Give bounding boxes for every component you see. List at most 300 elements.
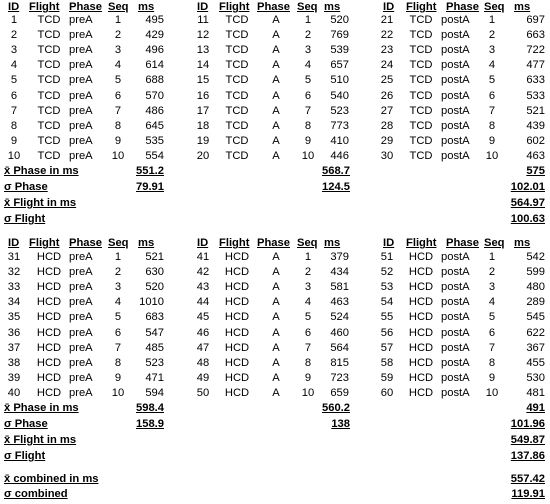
cell-phase: preA xyxy=(69,266,93,279)
header-id: ID xyxy=(197,1,209,13)
cell-id: 49 xyxy=(196,371,210,384)
cell-ms: 523 xyxy=(145,356,164,369)
mean-phase-value: 560.2 xyxy=(322,402,350,414)
cell-flight: HCD xyxy=(224,296,250,309)
header-phase: Phase xyxy=(257,1,290,13)
cell-seq: 9 xyxy=(304,134,312,147)
cell-phase: preA xyxy=(69,281,93,294)
mean-flight-value: 549.87 xyxy=(510,434,545,446)
cell-ms: 570 xyxy=(145,89,164,102)
cell-id: 48 xyxy=(196,356,210,369)
cell-flight: HCD xyxy=(36,386,62,399)
cell-id: 43 xyxy=(196,281,210,294)
cell-phase: postA xyxy=(441,119,470,132)
cell-ms: 460 xyxy=(330,326,349,339)
cell-phase: postA xyxy=(441,44,470,57)
cell-phase: preA xyxy=(69,89,93,102)
cell-phase: postA xyxy=(441,104,470,117)
cell-seq: 3 xyxy=(488,44,496,57)
cell-phase: preA xyxy=(69,371,93,384)
cell-ms: 446 xyxy=(330,149,349,162)
cell-seq: 10 xyxy=(111,386,125,399)
cell-flight: TCD xyxy=(409,149,433,162)
cell-seq: 1 xyxy=(114,251,122,263)
cell-ms: 657 xyxy=(330,59,349,72)
sd-combined-label: σ combined xyxy=(4,488,68,500)
cell-phase: postA xyxy=(441,386,470,399)
cell-ms: 429 xyxy=(145,29,164,42)
cell-phase: postA xyxy=(441,356,470,369)
sd-phase-value: 158.9 xyxy=(136,418,164,430)
cell-seq: 6 xyxy=(114,89,122,102)
header-flight: Flight xyxy=(406,1,437,13)
cell-seq: 4 xyxy=(488,59,496,72)
cell-ms: 480 xyxy=(526,281,545,294)
cell-seq: 4 xyxy=(114,296,122,309)
cell-flight: HCD xyxy=(36,251,62,263)
cell-flight: TCD xyxy=(37,59,61,72)
cell-phase: preA xyxy=(69,134,93,147)
sd-phase-value: 79.91 xyxy=(136,181,164,193)
cell-ms: 521 xyxy=(526,104,545,117)
cell-seq: 8 xyxy=(114,356,122,369)
cell-flight: HCD xyxy=(408,356,434,369)
cell-flight: TCD xyxy=(37,74,61,87)
cell-flight: HCD xyxy=(224,251,250,263)
header-ms: ms xyxy=(324,237,341,249)
cell-seq: 8 xyxy=(488,119,496,132)
header-flight: Flight xyxy=(406,237,437,249)
cell-phase: preA xyxy=(69,311,93,324)
cell-ms: 659 xyxy=(330,386,349,399)
cell-phase: A xyxy=(272,251,280,263)
header-ms: ms xyxy=(138,1,155,13)
cell-id: 37 xyxy=(7,341,21,354)
cell-phase: preA xyxy=(69,326,93,339)
cell-phase: preA xyxy=(69,74,93,87)
cell-id: 31 xyxy=(7,251,21,263)
cell-seq: 3 xyxy=(304,44,312,57)
cell-id: 36 xyxy=(7,326,21,339)
cell-ms: 723 xyxy=(330,371,349,384)
cell-flight: HCD xyxy=(36,281,62,294)
sd-flight-label: σ Flight xyxy=(4,450,46,462)
mean-flight-label: x̄ Flight in ms xyxy=(4,197,77,209)
cell-id: 14 xyxy=(196,59,210,72)
cell-id: 6 xyxy=(10,89,18,102)
cell-ms: 486 xyxy=(145,104,164,117)
cell-seq: 7 xyxy=(114,341,122,354)
cell-id: 5 xyxy=(10,74,18,87)
header-phase: Phase xyxy=(446,1,479,13)
cell-phase: postA xyxy=(441,296,470,309)
cell-id: 1 xyxy=(10,14,18,26)
cell-flight: TCD xyxy=(225,59,249,72)
cell-id: 26 xyxy=(380,89,394,102)
mean-phase-value: 491 xyxy=(526,402,545,414)
cell-phase: A xyxy=(272,29,280,42)
cell-phase: postA xyxy=(441,59,470,72)
cell-id: 15 xyxy=(196,74,210,87)
header-phase: Phase xyxy=(446,237,479,249)
cell-id: 24 xyxy=(380,59,394,72)
cell-ms: 697 xyxy=(526,14,545,26)
cell-ms: 455 xyxy=(526,356,545,369)
cell-phase: A xyxy=(272,59,280,72)
cell-flight: HCD xyxy=(408,281,434,294)
cell-ms: 614 xyxy=(145,59,164,72)
mean-phase-value: 551.2 xyxy=(136,165,164,177)
header-ms: ms xyxy=(324,1,341,13)
header-seq: Seq xyxy=(108,237,129,249)
cell-ms: 688 xyxy=(145,74,164,87)
cell-id: 10 xyxy=(7,149,21,162)
cell-flight: HCD xyxy=(408,296,434,309)
cell-flight: HCD xyxy=(224,371,250,384)
header-phase: Phase xyxy=(257,237,290,249)
cell-id: 27 xyxy=(380,104,394,117)
cell-flight: TCD xyxy=(409,44,433,57)
cell-ms: 496 xyxy=(145,44,164,57)
cell-id: 42 xyxy=(196,266,210,279)
cell-ms: 523 xyxy=(330,104,349,117)
header-seq: Seq xyxy=(484,237,505,249)
cell-phase: A xyxy=(272,326,280,339)
cell-flight: HCD xyxy=(408,341,434,354)
cell-ms: 463 xyxy=(526,149,545,162)
cell-ms: 1010 xyxy=(139,296,164,309)
cell-flight: HCD xyxy=(224,281,250,294)
cell-id: 46 xyxy=(196,326,210,339)
cell-id: 20 xyxy=(196,149,210,162)
cell-phase: preA xyxy=(69,59,93,72)
cell-seq: 10 xyxy=(301,386,315,399)
cell-phase: preA xyxy=(69,29,93,42)
cell-id: 35 xyxy=(7,311,21,324)
cell-id: 11 xyxy=(197,14,209,26)
header-flight: Flight xyxy=(29,1,60,13)
cell-flight: TCD xyxy=(409,59,433,72)
cell-ms: 520 xyxy=(330,14,349,26)
cell-seq: 5 xyxy=(114,311,122,324)
cell-seq: 10 xyxy=(485,386,499,399)
cell-phase: A xyxy=(272,89,280,102)
cell-flight: HCD xyxy=(36,371,62,384)
cell-flight: HCD xyxy=(408,386,434,399)
cell-phase: preA xyxy=(69,104,93,117)
cell-id: 19 xyxy=(196,134,210,147)
cell-id: 22 xyxy=(380,29,394,42)
cell-flight: TCD xyxy=(37,44,61,57)
cell-flight: HCD xyxy=(224,266,250,279)
cell-flight: TCD xyxy=(225,89,249,102)
cell-seq: 8 xyxy=(304,119,312,132)
mean-combined-value: 557.42 xyxy=(510,473,545,485)
cell-phase: preA xyxy=(69,386,93,399)
cell-ms: 533 xyxy=(526,89,545,102)
cell-seq: 10 xyxy=(111,149,125,162)
cell-ms: 773 xyxy=(330,119,349,132)
cell-phase: postA xyxy=(441,341,470,354)
header-id: ID xyxy=(8,237,20,249)
cell-phase: postA xyxy=(441,89,470,102)
cell-seq: 9 xyxy=(114,371,122,384)
cell-id: 2 xyxy=(10,29,18,42)
cell-id: 52 xyxy=(380,266,394,279)
cell-seq: 9 xyxy=(304,371,312,384)
cell-id: 50 xyxy=(196,386,210,399)
cell-phase: A xyxy=(272,104,280,117)
cell-ms: 663 xyxy=(526,29,545,42)
cell-flight: TCD xyxy=(225,134,249,147)
header-ms: ms xyxy=(138,237,155,249)
cell-phase: A xyxy=(272,356,280,369)
cell-seq: 1 xyxy=(304,251,312,263)
cell-ms: 545 xyxy=(526,311,545,324)
cell-id: 16 xyxy=(196,89,210,102)
cell-seq: 5 xyxy=(304,74,312,87)
cell-id: 34 xyxy=(7,296,21,309)
header-seq: Seq xyxy=(297,237,318,249)
cell-seq: 8 xyxy=(488,356,496,369)
sd-phase-value: 138 xyxy=(331,418,350,430)
cell-phase: preA xyxy=(69,356,93,369)
cell-ms: 630 xyxy=(145,266,164,279)
cell-seq: 10 xyxy=(301,149,315,162)
cell-id: 51 xyxy=(380,251,394,263)
cell-seq: 8 xyxy=(114,119,122,132)
cell-seq: 7 xyxy=(304,341,312,354)
sd-phase-value: 102.01 xyxy=(510,181,545,193)
cell-flight: TCD xyxy=(225,104,249,117)
cell-flight: HCD xyxy=(36,326,62,339)
cell-id: 7 xyxy=(10,104,18,117)
cell-ms: 439 xyxy=(526,119,545,132)
cell-phase: A xyxy=(272,311,280,324)
cell-id: 39 xyxy=(7,371,21,384)
cell-seq: 9 xyxy=(488,134,496,147)
cell-flight: TCD xyxy=(225,119,249,132)
cell-phase: A xyxy=(272,134,280,147)
cell-flight: HCD xyxy=(36,266,62,279)
cell-seq: 5 xyxy=(114,74,122,87)
mean-phase-value: 598.4 xyxy=(136,402,164,414)
cell-flight: HCD xyxy=(408,251,434,263)
cell-phase: A xyxy=(272,119,280,132)
cell-id: 29 xyxy=(380,134,394,147)
cell-seq: 5 xyxy=(488,74,496,87)
cell-phase: postA xyxy=(441,134,470,147)
cell-flight: HCD xyxy=(408,371,434,384)
cell-phase: A xyxy=(272,14,280,26)
cell-seq: 6 xyxy=(304,326,312,339)
cell-seq: 4 xyxy=(304,59,312,72)
cell-phase: postA xyxy=(441,311,470,324)
cell-seq: 7 xyxy=(304,104,312,117)
cell-flight: TCD xyxy=(409,104,433,117)
cell-phase: preA xyxy=(69,14,93,26)
header-seq: Seq xyxy=(297,1,318,13)
cell-flight: TCD xyxy=(409,74,433,87)
cell-phase: postA xyxy=(441,371,470,384)
cell-id: 4 xyxy=(10,59,18,72)
cell-phase: A xyxy=(272,266,280,279)
cell-ms: 633 xyxy=(526,74,545,87)
header-phase: Phase xyxy=(69,1,102,13)
cell-ms: 645 xyxy=(145,119,164,132)
cell-ms: 367 xyxy=(526,341,545,354)
header-phase: Phase xyxy=(69,237,102,249)
cell-seq: 5 xyxy=(488,311,496,324)
cell-seq: 6 xyxy=(488,326,496,339)
cell-seq: 9 xyxy=(114,134,122,147)
cell-ms: 289 xyxy=(526,296,545,309)
cell-id: 30 xyxy=(380,149,394,162)
cell-ms: 481 xyxy=(526,386,545,399)
cell-ms: 564 xyxy=(330,341,349,354)
cell-id: 3 xyxy=(10,44,18,57)
sd-phase-value: 101.96 xyxy=(510,418,545,430)
cell-ms: 530 xyxy=(526,371,545,384)
cell-phase: postA xyxy=(441,251,470,263)
cell-phase: preA xyxy=(69,149,93,162)
cell-seq: 2 xyxy=(488,266,496,279)
cell-flight: HCD xyxy=(408,326,434,339)
cell-flight: TCD xyxy=(409,89,433,102)
cell-ms: 581 xyxy=(330,281,349,294)
cell-phase: preA xyxy=(69,341,93,354)
cell-id: 23 xyxy=(380,44,394,57)
cell-seq: 1 xyxy=(304,14,312,26)
cell-phase: preA xyxy=(69,251,93,263)
header-ms: ms xyxy=(514,237,531,249)
cell-flight: TCD xyxy=(409,29,433,42)
cell-id: 38 xyxy=(7,356,21,369)
cell-phase: postA xyxy=(441,281,470,294)
header-flight: Flight xyxy=(219,1,250,13)
cell-flight: TCD xyxy=(37,149,61,162)
cell-phase: preA xyxy=(69,119,93,132)
cell-ms: 539 xyxy=(330,44,349,57)
cell-ms: 542 xyxy=(526,251,545,263)
cell-seq: 8 xyxy=(304,356,312,369)
cell-id: 41 xyxy=(196,251,210,263)
cell-ms: 722 xyxy=(526,44,545,57)
cell-ms: 471 xyxy=(145,371,164,384)
cell-ms: 521 xyxy=(145,251,164,263)
cell-flight: HCD xyxy=(224,356,250,369)
cell-flight: TCD xyxy=(37,14,61,26)
cell-phase: A xyxy=(272,296,280,309)
cell-seq: 9 xyxy=(488,371,496,384)
cell-seq: 2 xyxy=(114,29,122,42)
cell-seq: 2 xyxy=(114,266,122,279)
cell-ms: 485 xyxy=(145,341,164,354)
cell-seq: 4 xyxy=(304,296,312,309)
cell-id: 17 xyxy=(196,104,210,117)
cell-id: 25 xyxy=(380,74,394,87)
cell-phase: A xyxy=(272,371,280,384)
cell-ms: 594 xyxy=(145,386,164,399)
cell-id: 60 xyxy=(380,386,394,399)
cell-seq: 2 xyxy=(304,29,312,42)
cell-flight: HCD xyxy=(36,311,62,324)
cell-ms: 379 xyxy=(330,251,349,263)
cell-flight: HCD xyxy=(224,386,250,399)
header-flight: Flight xyxy=(219,237,250,249)
sd-flight-value: 100.63 xyxy=(510,213,545,225)
header-id: ID xyxy=(197,237,209,249)
cell-phase: postA xyxy=(441,29,470,42)
mean-phase-value: 568.7 xyxy=(322,165,350,177)
sd-phase-label: σ Phase xyxy=(4,181,48,193)
cell-id: 8 xyxy=(10,119,18,132)
cell-ms: 683 xyxy=(145,311,164,324)
cell-ms: 524 xyxy=(330,311,349,324)
cell-flight: HCD xyxy=(224,311,250,324)
cell-id: 53 xyxy=(380,281,394,294)
cell-flight: HCD xyxy=(224,326,250,339)
cell-phase: postA xyxy=(441,149,470,162)
sd-flight-label: σ Flight xyxy=(4,213,46,225)
cell-ms: 769 xyxy=(330,29,349,42)
sd-phase-value: 124.5 xyxy=(322,181,350,193)
cell-flight: TCD xyxy=(225,74,249,87)
cell-flight: TCD xyxy=(409,14,433,26)
cell-id: 13 xyxy=(196,44,210,57)
mean-phase-value: 575 xyxy=(526,165,545,177)
mean-phase-label: x̄ Phase in ms xyxy=(4,165,79,177)
cell-seq: 3 xyxy=(488,281,496,294)
cell-ms: 434 xyxy=(330,266,349,279)
cell-flight: TCD xyxy=(225,149,249,162)
cell-flight: TCD xyxy=(37,104,61,117)
cell-flight: TCD xyxy=(37,134,61,147)
cell-phase: A xyxy=(272,341,280,354)
cell-id: 56 xyxy=(380,326,394,339)
cell-flight: TCD xyxy=(37,89,61,102)
header-seq: Seq xyxy=(108,1,129,13)
cell-ms: 520 xyxy=(145,281,164,294)
cell-ms: 510 xyxy=(330,74,349,87)
mean-flight-value: 564.97 xyxy=(510,197,545,209)
cell-seq: 3 xyxy=(304,281,312,294)
cell-phase: preA xyxy=(69,296,93,309)
cell-phase: postA xyxy=(441,14,470,26)
cell-flight: TCD xyxy=(409,119,433,132)
cell-seq: 6 xyxy=(114,326,122,339)
cell-ms: 815 xyxy=(330,356,349,369)
cell-flight: HCD xyxy=(36,356,62,369)
cell-seq: 1 xyxy=(488,14,496,26)
cell-id: 57 xyxy=(380,341,394,354)
sd-flight-value: 137.86 xyxy=(510,450,545,462)
cell-id: 18 xyxy=(196,119,210,132)
cell-ms: 622 xyxy=(526,326,545,339)
cell-id: 47 xyxy=(196,341,210,354)
cell-flight: HCD xyxy=(408,311,434,324)
cell-id: 28 xyxy=(380,119,394,132)
cell-seq: 2 xyxy=(304,266,312,279)
cell-seq: 7 xyxy=(488,104,496,117)
cell-id: 59 xyxy=(380,371,394,384)
cell-ms: 477 xyxy=(526,59,545,72)
cell-phase: postA xyxy=(441,326,470,339)
cell-id: 12 xyxy=(196,29,210,42)
cell-id: 33 xyxy=(7,281,21,294)
cell-flight: HCD xyxy=(36,341,62,354)
cell-flight: TCD xyxy=(225,29,249,42)
